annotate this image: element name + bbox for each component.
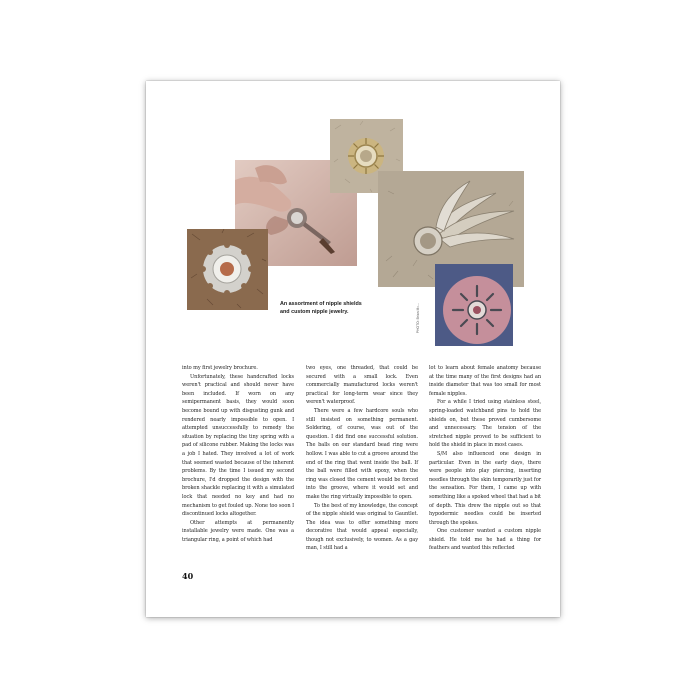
text-column-1 <box>182 364 294 544</box>
paragraph: S/M also influenced one design in particular. Even in the early days, there were people into play piercing, inserting needles through the skin temporarily just for the sensation. For them, I came up with something like a spoked wheel that had a bit of depth. This drew the nipple out so that hypodermic needles could be inserted through the spokes. <box>429 450 541 526</box>
photo-caption <box>280 300 380 316</box>
text-column-2 <box>306 364 418 553</box>
caption-line-1: An assortment of nipple shields <box>280 301 362 307</box>
photo-star-shield <box>435 264 513 346</box>
paragraph: One customer wanted a custom nipple shield. He told me he had a thing for feathers and wanted this reflected <box>429 528 541 552</box>
paragraph: To the best of my knowledge, the concept of the nipple shield was original to Gauntlet. The idea was to offer something more decorative that would appeal especially, though not exclusively, to women. As a gay man, I still had a <box>306 502 418 552</box>
paragraph: Other attempts at permanently installable jewelry were made. One was a triangular ring, a point of which had <box>182 519 294 543</box>
page-number: 40 <box>182 571 194 581</box>
caption-line-2: and custom nipple jewelry. <box>280 309 349 315</box>
book-page <box>146 81 560 617</box>
photo-credit: PHOTO: Brian Mc... <box>416 303 420 334</box>
paragraph: There were a few hardcore souls who still insisted on something permanent. Soldering, of course, was out of the question. I did find one successful solution. The balls on our standard bead ring were hollow. I was able to cut a groove around the end of the ring that went inside the ball. If the ball were filled with epoxy, when the ring was closed the cement would be forced into the groove, where it would set and make the ring virtually impossible to open. <box>306 407 418 500</box>
paragraph: For a while I tried using stainless steel, spring-loaded watchband pins to hold the shields on, but these proved cumbersome and unnecessary. The tension of the stretched nipple proved to be sufficient to hold the shield in place in most cases. <box>429 399 541 449</box>
paragraph: two eyes, one threaded, that could be secured with a small lock. Even commercially manufactured locks weren't practical for long-term wear since they weren't waterproof. <box>306 365 418 406</box>
paragraph: lot to learn about female anatomy because at the time many of the first designs had an inside diameter that was too small for most female nipples. <box>429 365 541 397</box>
paragraph: into my first jewelry brochure. <box>182 365 258 371</box>
paragraph: Unfortunately, these handcrafted locks weren't practical and should never have been included. If worn on any semipermanent basis, they would soon become bound up with disgusting gunk and rendered nearly impossible to open. I attempted unsuccessfully to remedy the situation by replacing the tiny spring with a pad of silicone rubber. Making the locks was a job I hated. They involved a lot of work that seemed wasted because of the inherent problems. By the time I issued my second brochure, I'd dropped the design with the broken shackle replacing it with a simulated lock that needed no key and had no mechanism to get fouled up. None too soon I discontinued locks altogether. <box>182 373 294 518</box>
photo-silver-shield <box>187 229 268 310</box>
text-column-3 <box>429 364 541 553</box>
